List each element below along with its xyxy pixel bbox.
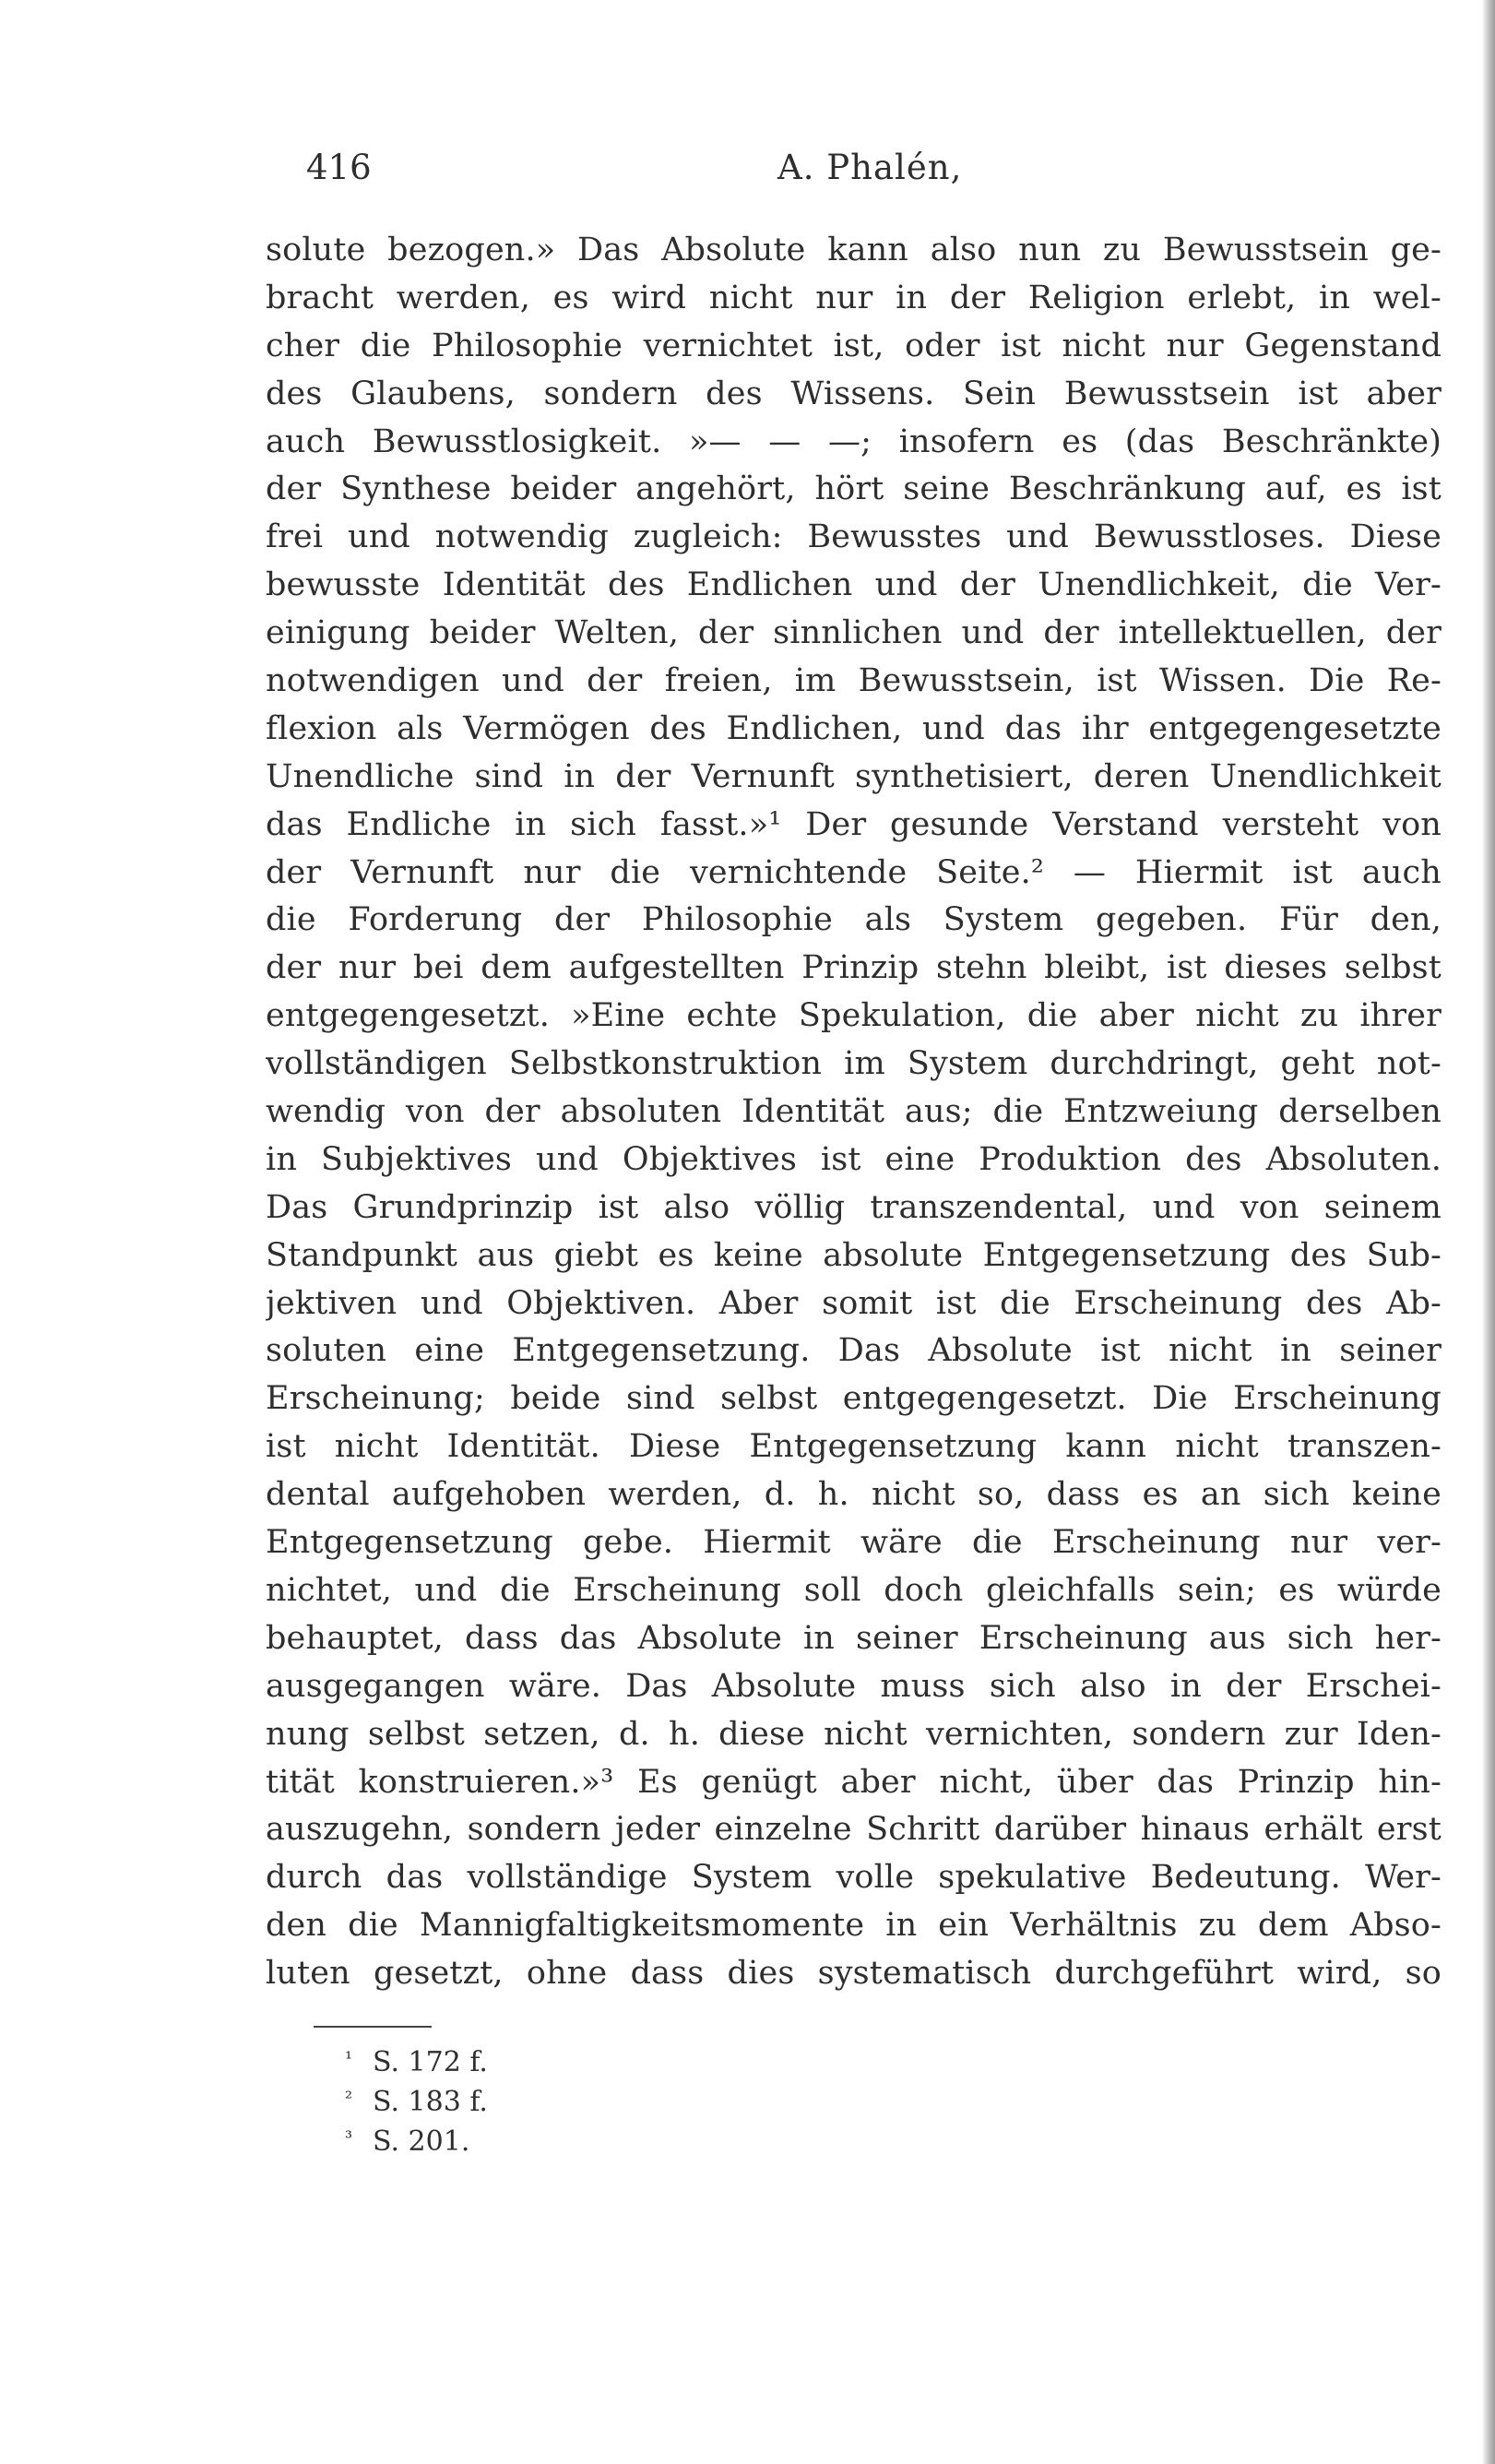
text-line: vollständigen Selbstkonstruktion im System durchdringt, geht not-	[266, 1045, 1442, 1083]
page-header	[266, 140, 1437, 196]
text-line: Erscheinung; beide sind selbst entgegengesetzt. Die Erscheinung	[266, 1380, 1442, 1418]
footnote-mark: ³	[345, 2126, 353, 2149]
text-line: bracht werden, es wird nicht nur in der Religion erlebt, in wel-	[266, 279, 1442, 316]
text-line: notwendigen und der freien, im Bewusstsein, ist Wissen. Die Re-	[266, 662, 1442, 700]
text-line: dental aufgehoben werden, d. h. nicht so, dass es an sich keine	[266, 1476, 1442, 1514]
footnote	[345, 2122, 622, 2161]
text-line: der Synthese beider angehört, hört seine Beschränkung auf, es ist	[266, 470, 1442, 508]
page-number: 416	[306, 148, 372, 187]
text-line: nichtet, und die Erscheinung soll doch gleichfalls sein; es würde	[266, 1571, 1442, 1609]
text-line: luten gesetzt, ohne dass dies systematisch durchgeführt wird, so	[266, 1955, 1442, 1993]
footnote	[345, 2042, 622, 2082]
text-line: den die Mannigfaltigkeitsmomente in ein Verhältnis zu dem Abso-	[266, 1907, 1442, 1945]
text-line: auszugehn, sondern jeder einzelne Schritt darüber hinaus erhält erst	[266, 1811, 1442, 1849]
text-line: einigung beider Welten, der sinnlichen und der intellektuellen, der	[266, 614, 1442, 652]
footnote-text: S. 201.	[373, 2125, 470, 2158]
text-line: Unendliche sind in der Vernunft synthetisiert, deren Unendlichkeit	[266, 757, 1442, 795]
text-line: ausgegangen wäre. Das Absolute muss sich also in der Erschei-	[266, 1667, 1442, 1705]
text-line: des Glaubens, sondern des Wissens. Sein Bewusstsein ist aber	[266, 375, 1442, 412]
footnote-mark: ¹	[345, 2047, 353, 2069]
text-line: Entgegensetzung gebe. Hiermit wäre die Erscheinung nur ver-	[266, 1524, 1442, 1562]
footnote-divider	[314, 2026, 432, 2028]
text-line: der Vernunft nur die vernichtende Seite.² — Hiermit ist auch	[266, 853, 1442, 891]
footnote-text: S. 183 f.	[373, 2086, 488, 2118]
text-line: ist nicht Identität. Diese Entgegensetzung kann nicht transzen-	[266, 1428, 1442, 1466]
running-head: A. Phalén,	[777, 148, 963, 187]
footnote-text: S. 172 f.	[373, 2046, 488, 2078]
text-line: tität konstruieren.»³ Es genügt aber nicht, über das Prinzip hin-	[266, 1763, 1442, 1801]
text-line: behauptet, dass das Absolute in seiner Erscheinung aus sich her-	[266, 1619, 1442, 1657]
text-line: cher die Philosophie vernichtet ist, oder ist nicht nur Gegenstand	[266, 327, 1442, 364]
text-line: durch das vollständige System volle spekulative Bedeutung. Wer-	[266, 1859, 1442, 1897]
footnote	[345, 2082, 622, 2122]
footnotes	[345, 2042, 622, 2161]
text-line: nung selbst setzen, d. h. diese nicht vernichten, sondern zur Iden-	[266, 1715, 1442, 1753]
text-line: soluten eine Entgegensetzung. Das Absolute ist nicht in seiner	[266, 1332, 1442, 1370]
text-line: Das Grundprinzip ist also völlig transzendental, und von seinem	[266, 1188, 1442, 1226]
text-line: in Subjektives und Objektives ist eine Produktion des Absoluten.	[266, 1140, 1442, 1178]
text-line: jektiven und Objektiven. Aber somit ist die Erscheinung des Ab-	[266, 1284, 1442, 1322]
text-line: entgegengesetzt. »Eine echte Spekulation, die aber nicht zu ihrer	[266, 997, 1442, 1035]
text-line: bewusste Identität des Endlichen und der Unendlichkeit, die Ver-	[266, 566, 1442, 604]
text-line: der nur bei dem aufgestellten Prinzip stehn bleibt, ist dieses selbst	[266, 949, 1442, 987]
footnote-mark: ²	[345, 2087, 353, 2109]
text-line: die Forderung der Philosophie als System gegeben. Für den,	[266, 901, 1442, 939]
text-line: flexion als Vermögen des Endlichen, und das ihr entgegengesetzte	[266, 709, 1442, 747]
text-line: solute bezogen.» Das Absolute kann also nun zu Bewusstsein ge-	[266, 232, 1442, 268]
text-line: auch Bewusstlosigkeit. »— — —; insofern es (das Beschränkte)	[266, 423, 1442, 460]
text-line: Standpunkt aus giebt es keine absolute Entgegensetzung des Sub-	[266, 1236, 1442, 1274]
page-edge-shadow	[1482, 0, 1495, 2464]
body-text	[266, 227, 1442, 1998]
text-line: wendig von der absoluten Identität aus; die Entzweiung derselben	[266, 1093, 1442, 1131]
text-line: das Endliche in sich fasst.»¹ Der gesunde Verstand versteht von	[266, 805, 1442, 843]
text-line: frei und notwendig zugleich: Bewusstes und Bewusstloses. Diese	[266, 518, 1442, 556]
